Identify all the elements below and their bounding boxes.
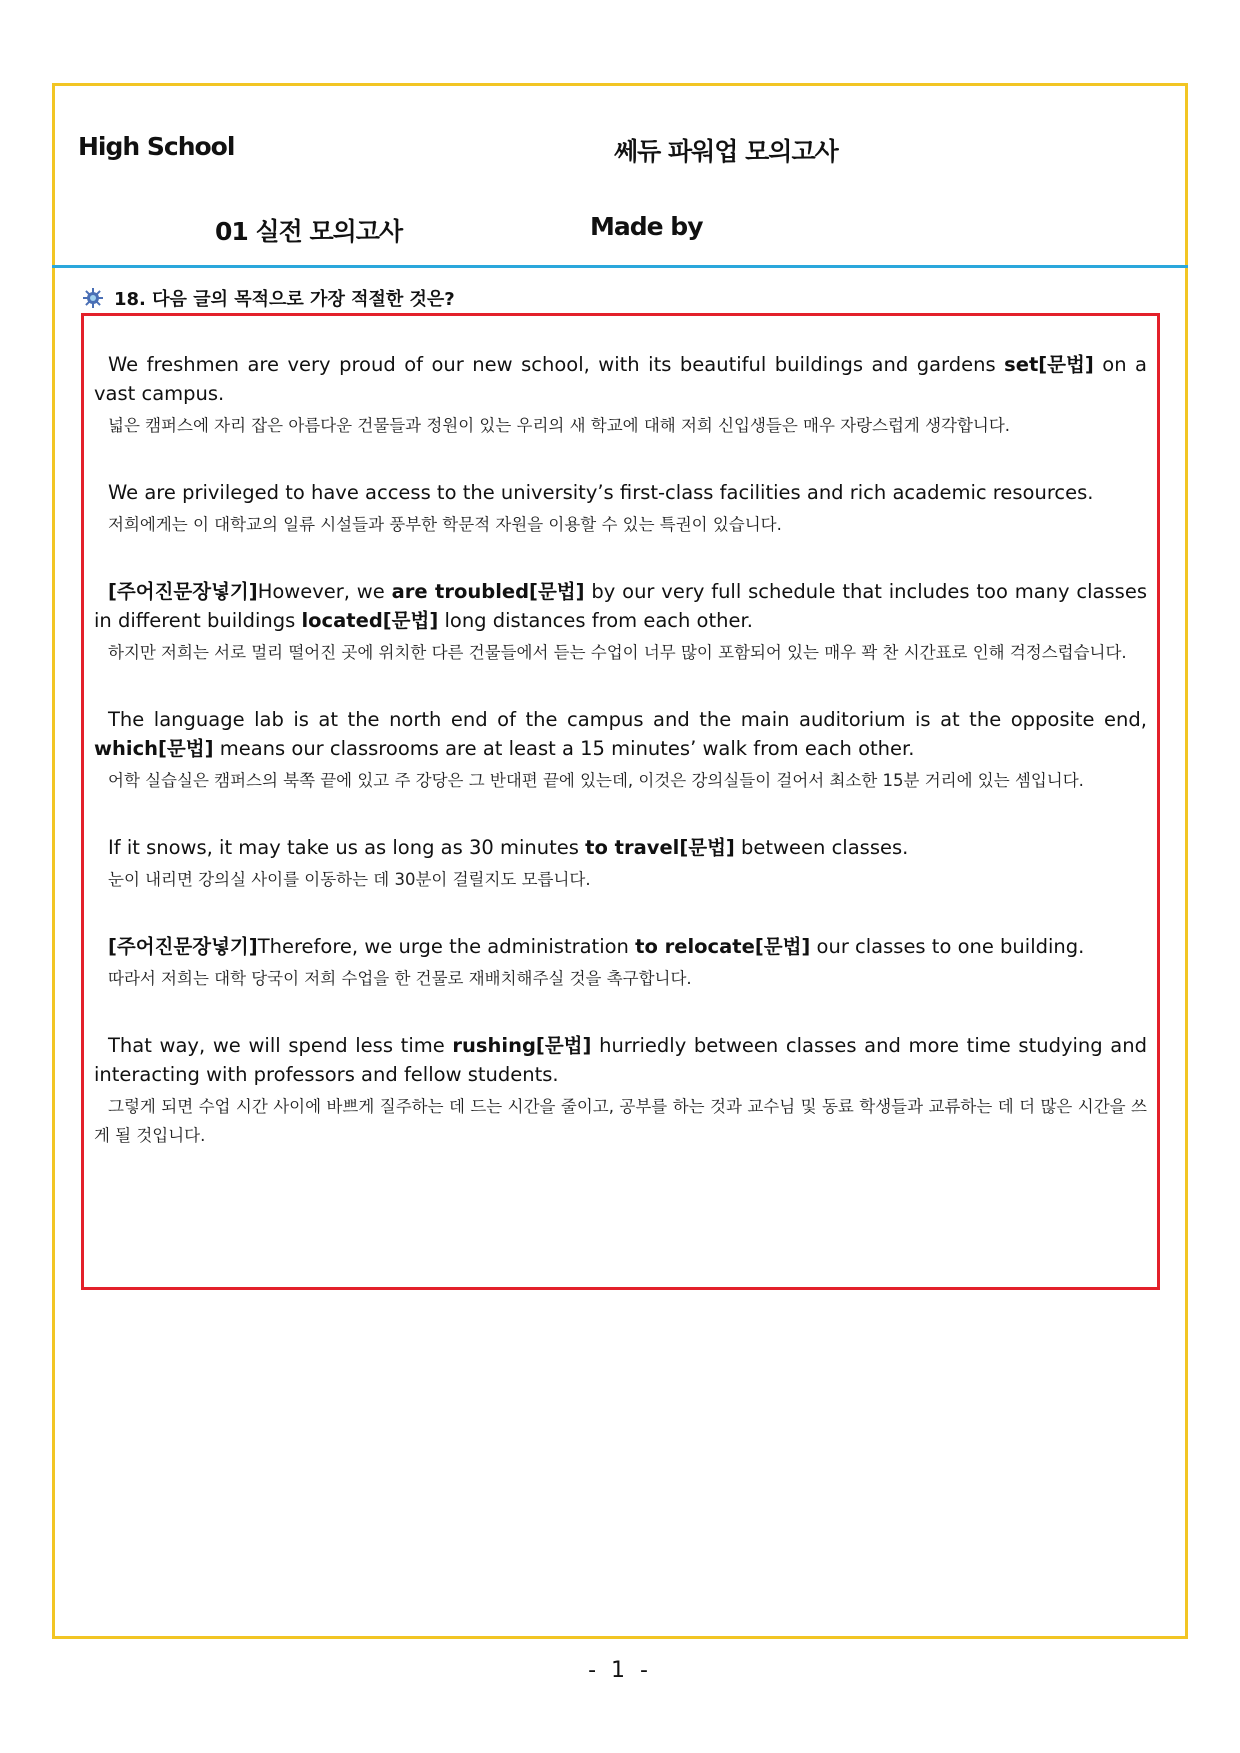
korean-translation: 따라서 저희는 대학 당국이 저희 수업을 한 건물로 재배치해주실 것을 촉구합니다. [108, 969, 692, 988]
paragraph [94, 478, 1147, 539]
exam-title: 01 실전 모의고사 [215, 217, 403, 246]
passage-box [81, 313, 1160, 1290]
korean-translation: 넓은 캠퍼스에 자리 잡은 아름다운 건물들과 정원이 있는 우리의 새 학교에 대해 저희 신입생들은 매우 자랑스럽게 생각합니다. [108, 416, 1011, 435]
paragraph [94, 350, 1147, 440]
english-sentence [94, 705, 1147, 763]
grammar-point: located[문법] [301, 609, 439, 632]
english-sentence [94, 577, 1147, 635]
sentence-text: between classes. [734, 836, 909, 859]
sentence-text: We are privileged to have access to the university’s first-class facilities and rich academic resources. [108, 481, 1094, 504]
question-text: 18. 다음 글의 목적으로 가장 적절한 것은? [114, 289, 455, 310]
header-divider [52, 265, 1188, 268]
grammar-point: to travel[문법] [585, 836, 735, 859]
korean-translation: 눈이 내리면 강의실 사이를 이동하는 데 30분이 걸릴지도 모릅니다. [108, 870, 591, 889]
paragraph [94, 1031, 1147, 1150]
paragraph [94, 705, 1147, 795]
english-sentence [94, 932, 1147, 961]
korean-translation: 하지만 저희는 서로 멀리 떨어진 곳에 위치한 다른 건물들에서 듣는 수업이 너무 많이 포함되어 있는 매우 꽉 찬 시간표로 인해 걱정스럽습니다. [108, 643, 1127, 662]
grammar-point: to relocate[문법] [635, 935, 811, 958]
bullet-gear-icon [82, 287, 104, 309]
sentence-text: We freshmen are very proud of our new school, with its beautiful buildings and gardens [108, 353, 1005, 376]
english-sentence [94, 833, 1147, 862]
grammar-point: are troubled[문법] [391, 580, 585, 603]
sentence-text: However, we [257, 580, 392, 603]
paragraph [94, 833, 1147, 894]
page-number: - 1 - [588, 1658, 652, 1683]
paragraph [94, 932, 1147, 993]
sentence-text: long distances from each other. [438, 609, 753, 632]
english-sentence [94, 350, 1147, 408]
sentence-text: Therefore, we urge the administration [257, 935, 636, 958]
english-sentence [94, 1031, 1147, 1089]
sentence-text: means our classrooms are at least a 15 minutes’ walk from each other. [213, 737, 915, 760]
sentence-text: If it snows, it may take us as long as 30 minutes [108, 836, 586, 859]
grammar-point: rushing[문법] [452, 1034, 592, 1057]
made-by-label: Made by [590, 212, 703, 241]
korean-translation: 저희에게는 이 대학교의 일류 시설들과 풍부한 학문적 자원을 이용할 수 있는 특권이 있습니다. [108, 515, 782, 534]
paragraph [94, 577, 1147, 667]
sentence-text: That way, we will spend less time [108, 1034, 453, 1057]
sentence-text: The language lab is at the north end of the campus and the main auditorium is at the opposite end, [108, 708, 1147, 731]
question-prompt [82, 283, 455, 313]
grammar-point: [주어진문장넣기] [108, 580, 258, 603]
grammar-point: [주어진문장넣기] [108, 935, 258, 958]
korean-translation: 어학 실습실은 캠퍼스의 북쪽 끝에 있고 주 강당은 그 반대편 끝에 있는데, 이것은 강의실들이 걸어서 최소한 15분 거리에 있는 셈입니다. [108, 771, 1084, 790]
grammar-point: which[문법] [94, 737, 214, 760]
sentence-text: by our very full schedule that includes too many classes in different buildings [94, 580, 1147, 632]
korean-translation: 그렇게 되면 수업 시간 사이에 바쁘게 질주하는 데 드는 시간을 줄이고, 공부를 하는 것과 교수님 및 동료 학생들과 교류하는 데 더 많은 시간을 쓰게 될 것입니다. [94, 1097, 1147, 1145]
sentence-text: on a vast campus. [94, 353, 1147, 405]
sentence-text: hurriedly between classes and more time studying and interacting with professors and fellow students. [94, 1034, 1147, 1086]
school-label: High School [78, 132, 235, 161]
english-sentence [94, 478, 1147, 507]
sentence-text: our classes to one building. [810, 935, 1085, 958]
series-title: 쎄듀 파워업 모의고사 [614, 137, 838, 166]
grammar-point: set[문법] [1004, 353, 1094, 376]
